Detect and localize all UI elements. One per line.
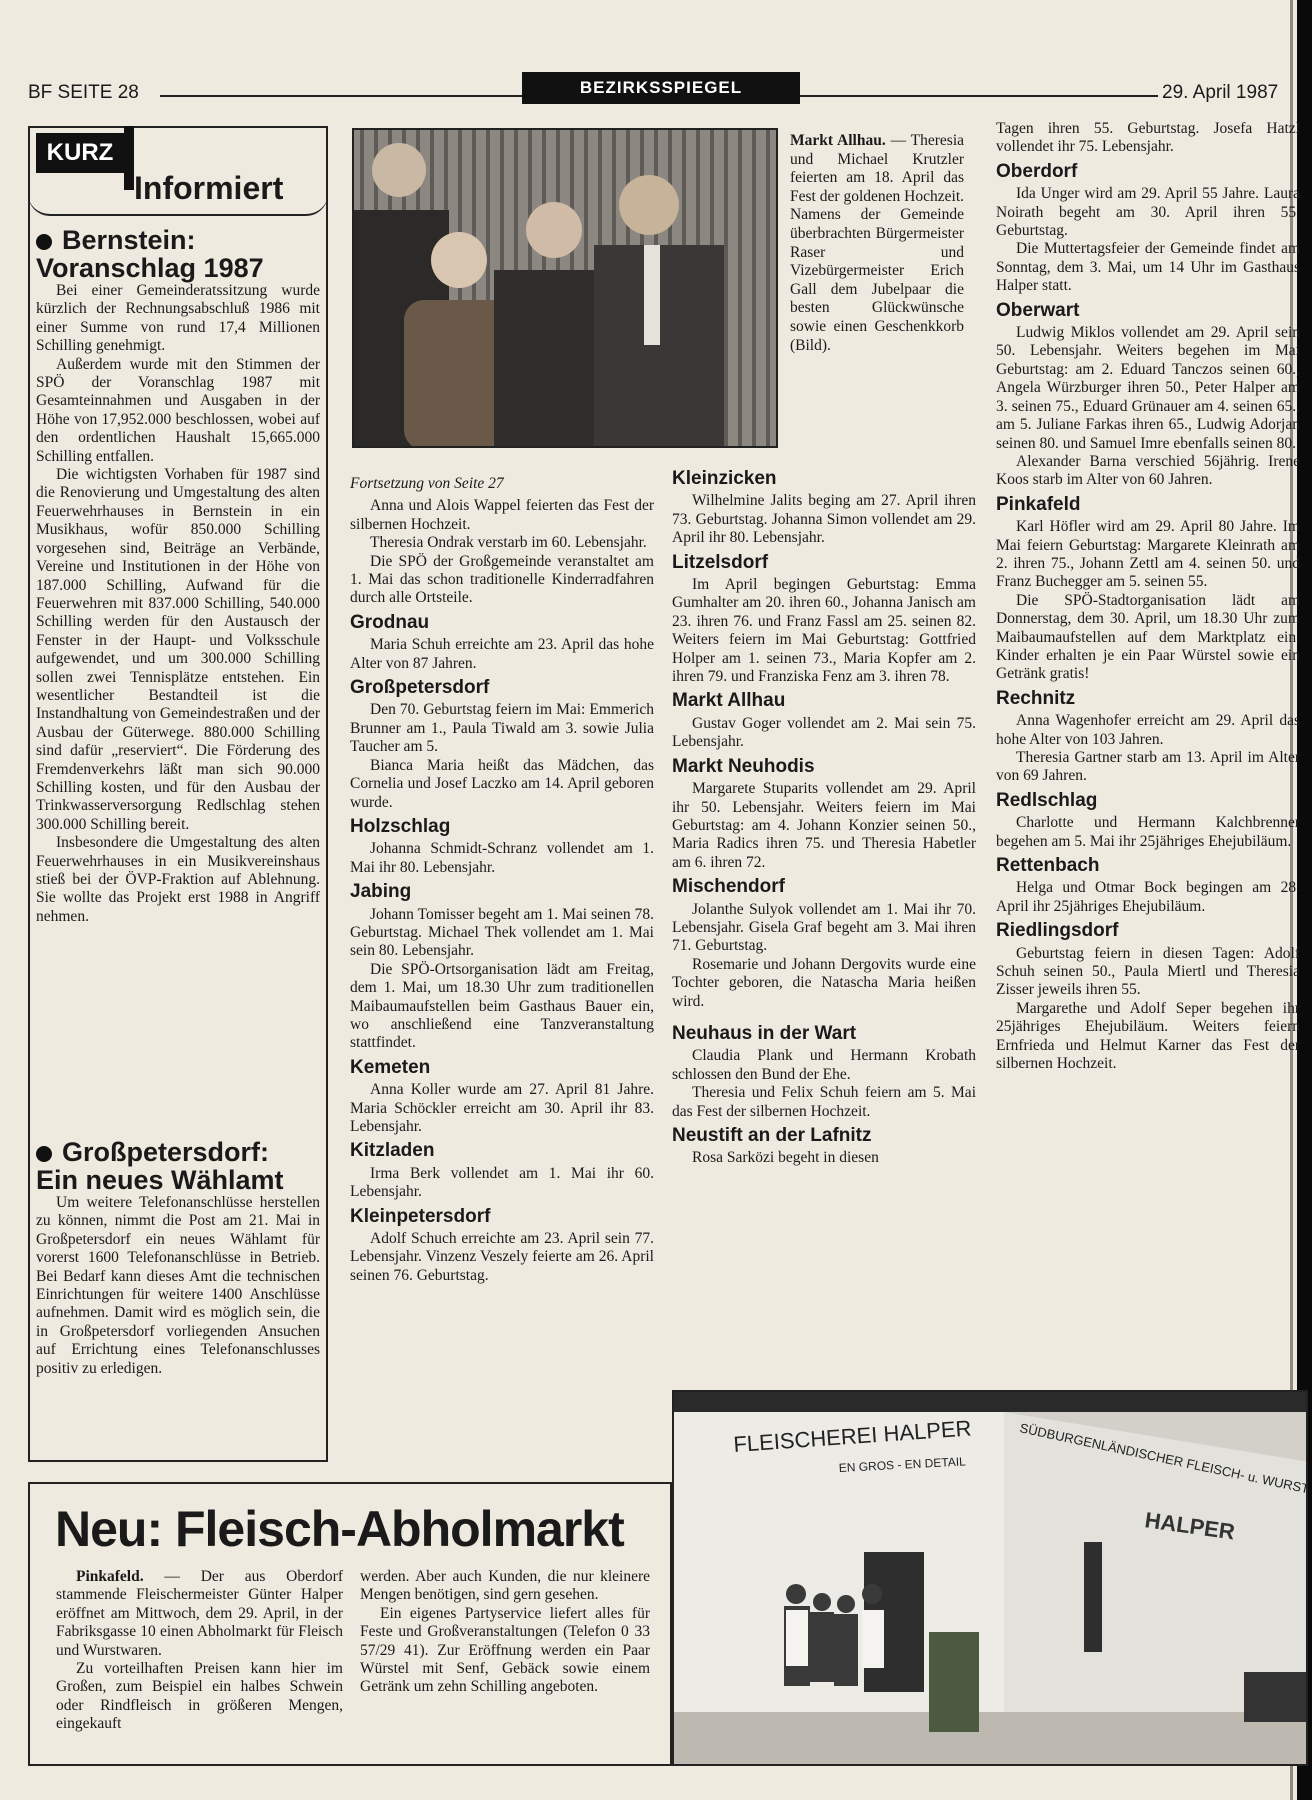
kurz-i-bar xyxy=(124,126,134,190)
place-heading: Kitzladen xyxy=(350,1140,435,1162)
place-heading: Oberwart xyxy=(996,299,1080,321)
article-body: Um weitere Telefonanschlüsse herstellen zu können, nimmt die Post am 21. Mai in Großpetersdorf ein neues Wählamt für vorerst 1600 Telefonanschlüsse in Betrieb. Bei Bedarf kann dieses Amt die technischen Einrichtungen für weitere 1400 Anschlüsse aufnehmen. Damit wird es möglich sein, die in Großpetersdorf vorliegenden Ansuchen auf Errichtung eines Telefonanschlusses positiv zu erledigen. xyxy=(36,1194,320,1377)
kurz-title: Informiert xyxy=(134,170,284,206)
news-column-3: Kleinzicken Wilhelmine Jalits beging am 27. April ihren 73. Geburtstag. Johanna Simon vollendet am 29. April ihr 80. Lebensjahr. Litzelsdorf Im April begingen Geburtstag: Emma Gumhalter am 20. ihren 60., Johanna Janisch am 23. ihren 76. und Franz Fassl am 25. seinen 82. Weiters feiern im Mai Geburtstag: Gottfried Holper am 1. seinen 73., Maria Kopfer am 2. ihren 79. und Franziska Fenz am 3. ihren 78. Markt Allhau Gustav Goger vollendet am 2. Mai sein 75. Lebensjahr. Markt Neuhodis Margarete Stuparits vollendet am 29. April ihr 50. Lebensjahr. Weiters feiern im Mai Geburtstag: am 4. Johann Konzier seinen 50., Maria Radics ihren 75. und Theresia Habetler am 6. ihren 72. Mischendorf Jolanthe Sulyok vollendet am 1. Mai ihr 70. Lebensjahr. Gisela Graf begeht am 3. Mai ihren 71. Geburtstag. Rosemarie und Johann Dergovits wurde eine Tochter geboren, die Natascha Maria heißen wird. Neuhaus in der Wart Claudia Plank und Hermann Krobath schlossen den Bund der Ehe. Theresia und Felix Schuh feiern am 5. Mai das Fest der silbernen Hochzeit. Neustift an der Lafnitz Rosa Sarközi begeht in diesen xyxy=(672,468,976,1167)
article-headline: Großpetersdorf: Ein neues Wählamt xyxy=(36,1137,284,1195)
ad-column-2: werden. Aber auch Kunden, die nur kleinere Mengen benötigen, sind gern gesehen. Ein eigenes Partyservice liefert alles für Feste und Großveranstaltungen (Telefon 0 33 57/29 41). Zur Eröffnung werden ein Paar Würstel mit Senf, Gebäck sowie einem Getränk um zehn Schilling angeboten. xyxy=(360,1568,650,1696)
bullet-icon xyxy=(36,234,52,250)
place-heading: Neustift an der Lafnitz xyxy=(672,1125,872,1146)
ad-headline: Neu: Fleisch-Abholmarkt xyxy=(55,1501,624,1557)
article-body: Bei einer Gemeinderatssitzung wurde kürzlich der Rechnungsabschluß 1986 mit einer Summe von rund 17,4 Millionen Schilling genehmigt. Außerdem wurde mit den Stimmen der SPÖ der Voranschlag 1987 mit Gesamteinnahmen und Ausgaben in der Höhe von 17,952.000 beschlossen, wobei auf den ordentlichen Haushalt 15,665.000 Schilling entfallen. Die wichtigsten Vorhaben für 1987 sind die Renovierung und Umgestaltung des alten Feuerwehrhauses in Bernstein in ein Musikhaus, wofür 850.000 Schilling vorgesehen sind, Beiträge an Verbände, Vereine und Institutionen in der Höhe von 187.000 Schilling, Aufwand für die Feuerwehren mit 837.000 Schilling, 540.000 Schilling werden für den Austausch der Fenster in der Haupt- und Volksschule aufgewendet, und um 300.000 Schilling sollen zwei Tennisplätze entstehen. Ein wesentlicher Bestandteil ist die Instandhaltung von Gemeindestraßen und der Ausbau der Güterwege. 880.000 Schilling sind dafür „reserviert“. Die Förderung des Fremdenverkehrs läßt man sich 90.000 Schilling kosten, und für den Ausbau der Trinkwasserversorgung Redlschlag stehen 300.000 Schilling bereit. Insbesondere die Umgestaltung des alten Feuerwehrhauses in ein Musikvereinshaus stieß bei der ÖVP-Fraktion auf Ablehnung. Sie wollte das Projekt erst 1988 in Angriff nehmen. xyxy=(36,282,320,925)
photo-people-icon xyxy=(354,130,778,448)
article-headline: Bernstein: Voranschlag 1987 xyxy=(36,225,264,283)
kurz-badge: KURZ xyxy=(36,133,124,173)
shop-sign-main: FLEISCHEREI HALPER xyxy=(732,1415,973,1457)
place-heading: Mischendorf xyxy=(672,876,785,898)
place-heading: Neuhaus in der Wart xyxy=(672,1022,857,1044)
photo-caption: Markt Allhau. — Theresia und Michael Krutzler feierten am 18. April das Fest der goldenen Hochzeit. Namens der Gemeinde überbrachten Bürgermeister Raser und Vizebürgermeister Erich Gall dem Jubelpaar die besten Glückwünsche sowie einen Geschenkkorb (Bild). xyxy=(790,132,965,354)
photo-butcher-shop xyxy=(672,1390,1308,1766)
header-rule-right xyxy=(800,95,1158,97)
place-heading: Pinkafeld xyxy=(996,493,1081,515)
place-heading: Oberdorf xyxy=(996,160,1078,182)
continuation-note: Fortsetzung von Seite 27 xyxy=(350,475,504,492)
photo-building-icon xyxy=(674,1392,1308,1766)
place-heading: Rettenbach xyxy=(996,855,1100,877)
place-heading: Riedlingsdorf xyxy=(996,920,1119,942)
place-heading: Markt Allhau xyxy=(672,690,786,712)
place-heading: Grodnau xyxy=(350,611,430,633)
shop-sign-sub: EN GROS - EN DETAIL xyxy=(838,1454,967,1475)
place-heading: Großpetersdorf xyxy=(350,677,490,699)
page-number: BF SEITE 28 xyxy=(28,82,139,103)
ad-column-1: Pinkafeld. — Der aus Oberdorf stammende Fleischermeister Günter Halper eröffnet am Mittwoch, dem 29. April, in der Fabriksgasse 10 einen Abholmarkt für Fleisch und Wurstwaren. Zu vorteilhaften Preisen kann hier im Großen, zum Beispiel ein halbes Schwein oder Rindfleisch in größeren Mengen, eingekauft xyxy=(56,1568,343,1733)
place-heading: Litzelsdorf xyxy=(672,551,769,573)
place-heading: Kleinzicken xyxy=(672,468,777,489)
place-heading: Rechnitz xyxy=(996,687,1076,709)
place-heading: Redlschlag xyxy=(996,789,1098,811)
section-title: BEZIRKSSPIEGEL xyxy=(522,72,800,104)
place-heading: Jabing xyxy=(350,881,412,903)
issue-date: 29. April 1987 xyxy=(1162,82,1279,103)
news-column-2: Fortsetzung von Seite 27 Anna und Alois Wappel feierten das Fest der silbernen Hochzeit. Theresia Ondrak verstarb im 60. Lebensjahr. Die SPÖ der Großgemeinde veranstaltet am 1. Mai das schon traditionelle Kinderradfahren durch alle Ortsteile. Grodnau Maria Schuh erreichte am 23. April das hohe Alter von 87 Jahren. Großpetersdorf Den 70. Geburtstag feiern im Mai: Emmerich Brunner am 1., Paula Tiwald am 3. sowie Julia Taucher am 5. Bianca Maria heißt das Mädchen, das Cornelia und Josef Laczko am 14. April geboren wurde. Holzschlag Johanna Schmidt-Schranz vollendet am 1. Mai ihr 80. Lebensjahr. Jabing Johann Tomisser begeht am 1. Mai seinen 78. Geburtstag. Michael Thek vollendet am 1. Mai sein 80. Lebensjahr. Die SPÖ-Ortsorganisation lädt am Freitag, dem 1. Mai, um 18.30 Uhr zum traditionellen Maibaumaufstellen beim Gasthaus Bauer ein, wo anschließend eine Tanzveranstaltung stattfindet. Kemeten Anna Koller wurde am 27. April 81 Jahre. Maria Schöckler erreicht am 30. April ihr 83. Lebensjahr. Kitzladen Irma Berk vollendet am 1. Mai ihr 60. Lebensjahr. Kleinpetersdorf Adolf Schuch erreichte am 23. April sein 77. Lebensjahr. Vinzenz Veszely feierte am 26. April seinen 76. Geburtstag. xyxy=(350,475,654,1284)
photo-golden-wedding xyxy=(352,128,778,448)
shop-sign-halper: HALPER xyxy=(1143,1507,1237,1545)
place-heading: Kleinpetersdorf xyxy=(350,1205,491,1227)
place-heading: Markt Neuhodis xyxy=(672,755,815,777)
place-heading: Holzschlag xyxy=(350,815,451,837)
bullet-icon xyxy=(36,1146,52,1162)
place-heading: Kemeten xyxy=(350,1056,431,1078)
header-rule-left xyxy=(160,95,522,97)
news-column-4: Tagen ihren 55. Geburtstag. Josefa Hatzl vollendet ihr 75. Lebensjahr. Oberdorf Ida Unger wird am 29. April 55 Jahre. Laura Noirath begeht am 30. April ihren 55. Geburtstag. Die Muttertagsfeier der Gemeinde findet am Sonntag, dem 3. Mai, um 14 Uhr im Gasthaus Halper statt. Oberwart Ludwig Miklos vollendet am 29. April sein 50. Lebensjahr. Weiters begehen im Mai Geburtstag: am 2. Eduard Tanczos seinen 60., Angela Würzburger ihren 50., Peter Halper am 3. seinen 75., Eduard Grünauer am 4. seinen 65., am 5. Juliane Farkas ihren 65., Ludwig Adorjan seinen 80. und Samuel Imre ebenfalls seinen 80. Alexander Barna verschied 56jährig. Irene Koos starb im Alter von 60 Jahren. Pinkafeld Karl Höfler wird am 29. April 80 Jahre. Im Mai feiern Geburtstag: Margarete Kleinrath am 2. ihren 75., Johann Zettl am 4. seinen 50. und Franz Buchegger am 5. seinen 55. Die SPÖ-Stadtorganisation lädt am Donnerstag, dem 30. April, um 18.30 Uhr zum Maibaumaufstellen auf dem Marktplatz ein. Kinder erhalten je ein Paar Würstel sowie ein Getränk gratis! Rechnitz Anna Wagenhofer erreicht am 29. April das hohe Alter von 103 Jahren. Theresia Gartner starb am 13. April im Alter von 69 Jahren. Redlschlag Charlotte und Hermann Kalchbrenner begehen am 5. Mai ihr 25jähriges Ehejubiläum. Rettenbach Helga und Otmar Bock begingen am 28. April ihr 25jähriges Ehejubiläum. Riedlingsdorf Geburtstag feiern in diesen Tagen: Adolf Schuh seinen 50., Paula Miertl und Theresia Zisser jeweils ihren 55. Margarethe und Adolf Seper begehen ihr 25jähriges Ehejubiläum. Weiters feiern Ernfrieda und Helmut Karner das Fest der silbernen Hochzeit. xyxy=(996,120,1300,1073)
